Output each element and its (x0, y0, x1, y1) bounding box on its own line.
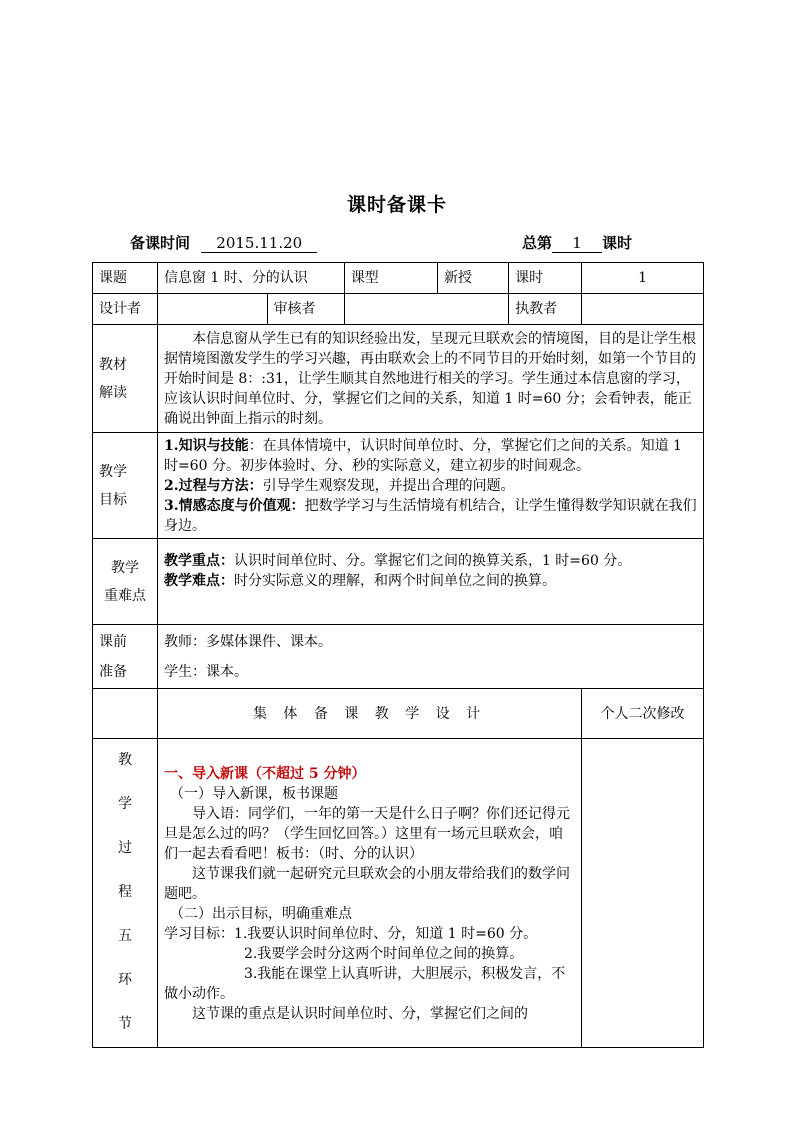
material-text: 本信息窗从学生已有的知识经验出发，呈现元旦联欢会的情境图，目的是让学生根据情境图激发学生的学习兴趣，再由联欢会上的不同节目的开始时刻，如第一个节目的开始时间是 8：:31，让学生顺其自然地进行相关的学习。学生通过本信息窗的学习，应该认识时间单位时、分，掌握它们之间的关系，知道 1 时=60 分；会看钟表，能正确说出钟面上指示的时刻。 (163, 330, 696, 427)
process-side-char: 五 (117, 928, 132, 944)
objective-3: 3.我能在课堂上认真听讲，大胆展示，积极发言，不做小动作。 (163, 966, 566, 1002)
keypoint-focus (164, 551, 697, 571)
material-label: 教材 解读 (93, 325, 158, 433)
reviewer-label: 审核者 (267, 294, 344, 325)
hours-label: 课时 (509, 263, 582, 294)
keypoint-difficulty (164, 571, 697, 591)
goal-process-text: 引导学生观察发现，并提出合理的问题。 (262, 477, 515, 494)
goal-knowledge (164, 436, 697, 476)
teacher-value (582, 294, 704, 325)
process-side-char: 程 (117, 884, 132, 900)
objective-1: 学习目标：1.我要认识时间单位时、分，知道 1 时=60 分。 (163, 926, 538, 942)
prep-label: 课前 准备 (93, 625, 158, 689)
row-design-header (93, 689, 704, 739)
total-lessons (522, 232, 632, 253)
goal-knowledge-title: 1.知识与技能 (163, 437, 249, 454)
keypoint-difficulty-text: 时分实际意义的理解，和两个时间单位之间的换算。 (233, 573, 556, 589)
total-label-post: 课时 (602, 234, 633, 252)
reviewer-value (344, 294, 508, 325)
goals-label: 教学 目标 (93, 433, 158, 539)
sub-objectives: （二）出示目标，明确重难点 (169, 906, 352, 922)
prep-time-value: 2015.11.20 (201, 235, 317, 253)
row-staff (93, 294, 704, 325)
goal-process-title: 2.过程与方法： (163, 477, 263, 494)
objective-2: 2.我要学会时分这两个时间单位之间的换算。 (243, 946, 524, 962)
process-side-char: 学 (117, 796, 132, 812)
goal-attitude-title: 3.情感态度与价值观： (163, 497, 305, 514)
goal-process (164, 476, 697, 496)
document-title: 课时备课卡 (346, 194, 447, 216)
section-intro-title: 一、导入新课（不超过 5 分钟） (163, 766, 366, 782)
focus-text: 这节课的重点是认识时间单位时、分，掌握它们之间的 (191, 1006, 528, 1022)
process-side-char: 过 (117, 840, 132, 856)
process-side-char: 节 (117, 1016, 132, 1032)
personal-revision-cell (582, 739, 704, 1048)
teacher-label: 执教者 (509, 294, 582, 325)
total-label-pre: 总第 (522, 234, 553, 252)
process-side-char: 教 (117, 752, 132, 768)
intro-text: 导入语：同学们，一年的第一天是什么日子啊？你们还记得元旦是怎么过的吗？（学生回忆回答。）这里有一场元旦联欢会，咱们一起去看看吧！板书：（时、分的认识） (163, 806, 570, 862)
row-keypoints (93, 539, 704, 625)
prep-time (130, 232, 317, 253)
total-value: 1 (552, 235, 602, 253)
process-side-char: 环 (117, 972, 132, 988)
design-header-right: 个人二次修改 (582, 689, 704, 739)
row-material (93, 325, 704, 433)
keypoint-focus-title: 教学重点： (163, 553, 234, 569)
keypoint-focus-text: 认识时间单位时、分。掌握它们之间的换算关系，1 时=60 分。 (233, 553, 632, 569)
prep-teacher: 教师：多媒体课件、课本。 (163, 633, 332, 650)
process-side-label (93, 739, 158, 1048)
type-value: 新授 (438, 263, 509, 294)
row-prep (93, 625, 704, 689)
goal-knowledge-text: ：在具体情境中，认识时间单位时、分，掌握它们之间的关系。知道 1 时=60 分。初步体验时、分、秒的实际意义，建立初步的时间观念。 (163, 437, 682, 474)
sub-intro: （一）导入新课，板书课题 (169, 786, 338, 802)
keypoint-difficulty-title: 教学难点： (163, 573, 234, 589)
prep-time-label: 备课时间 (130, 234, 191, 252)
design-header-center: 集 体 备 课 教 学 设 计 (157, 689, 581, 739)
row-topic (93, 263, 704, 294)
design-header-blank (93, 689, 158, 739)
topic-value: 信息窗 1 时、分的认识 (157, 263, 344, 294)
lesson-text: 这节课我们就一起研究元旦联欢会的小朋友带给我们的数学问题吧。 (163, 866, 570, 902)
designer-label: 设计者 (93, 294, 158, 325)
topic-label: 课题 (93, 263, 158, 294)
row-process (93, 739, 704, 1048)
designer-value (157, 294, 267, 325)
row-goals (93, 433, 704, 539)
keypoints-label: 教学 重难点 (93, 539, 158, 625)
goal-attitude (164, 496, 697, 536)
goal-attitude-text: 把数学学习与生活情境有机结合，让学生懂得数学知识就在我们身边。 (163, 497, 697, 534)
lesson-card-table (92, 262, 704, 1048)
hours-value: 1 (582, 263, 704, 294)
prep-student: 学生：课本。 (163, 663, 248, 680)
type-label: 课型 (344, 263, 437, 294)
